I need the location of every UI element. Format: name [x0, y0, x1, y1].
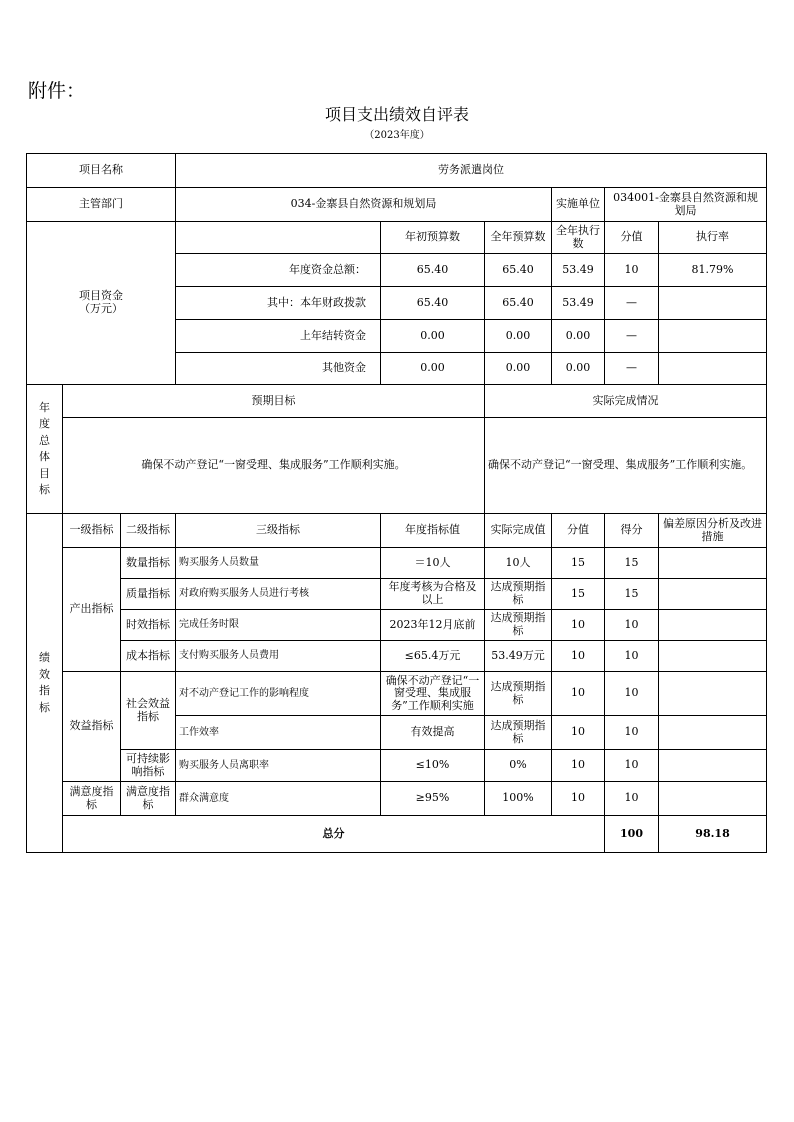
ind-score: 10: [605, 672, 659, 716]
funds-initial: 65.40: [381, 287, 485, 320]
impl-value: 034001-金寨县自然资源和规划局: [605, 188, 767, 222]
ind-target: ≤10%: [381, 750, 485, 782]
ind-level3: 支付购买服务人员费用: [176, 641, 381, 672]
funds-score-value: —: [605, 287, 659, 320]
ind-score: 15: [605, 579, 659, 610]
ind-analysis: [659, 548, 767, 579]
impl-label: 实施单位: [552, 188, 605, 222]
row-department: [27, 188, 767, 222]
funds-score-value: —: [605, 320, 659, 353]
funds-rate: 81.79%: [659, 254, 767, 287]
table-row: [27, 610, 767, 641]
funds-row-label: 上年结转资金: [176, 320, 381, 353]
ind-actual: 达成预期指标: [485, 610, 552, 641]
benefit-label: 效益指标: [63, 672, 121, 782]
funds-header-annual: 全年预算数: [485, 222, 552, 254]
funds-initial: 0.00: [381, 320, 485, 353]
ind-analysis: [659, 750, 767, 782]
ind-level3: 完成任务时限: [176, 610, 381, 641]
ind-level3: 对政府购买服务人员进行考核: [176, 579, 381, 610]
dept-label: 主管部门: [27, 188, 176, 222]
goals-expected-header: 预期目标: [63, 385, 485, 418]
page-title: 项目支出绩效自评表: [324, 105, 469, 124]
ind-analysis: [659, 579, 767, 610]
ind-score: 10: [605, 716, 659, 750]
ind-level2: 质量指标: [121, 579, 176, 610]
funds-executed: 0.00: [552, 320, 605, 353]
ind-value: 15: [552, 548, 605, 579]
ind-level2: 数量指标: [121, 548, 176, 579]
ind-analysis: [659, 672, 767, 716]
ind-actual: 53.49万元: [485, 641, 552, 672]
ind-header-analysis: 偏差原因分析及改进措施: [659, 514, 767, 548]
table-row: [27, 782, 767, 816]
ind-level2: 时效指标: [121, 610, 176, 641]
ind-level3: 购买服务人员离职率: [176, 750, 381, 782]
satisfaction-label: 满意度指标: [63, 782, 121, 816]
funds-annual: 65.40: [485, 287, 552, 320]
ind-target: 2023年12月底前: [381, 610, 485, 641]
funds-initial: 65.40: [381, 254, 485, 287]
funds-annual: 0.00: [485, 353, 552, 385]
funds-rate: [659, 353, 767, 385]
ind-level3: 群众满意度: [176, 782, 381, 816]
table-row: [27, 548, 767, 579]
ind-level3: 购买服务人员数量: [176, 548, 381, 579]
funds-annual: 65.40: [485, 254, 552, 287]
sustainable-impact-label: 可持续影响指标: [121, 750, 176, 782]
funds-initial: 0.00: [381, 353, 485, 385]
ind-actual: 达成预期指标: [485, 716, 552, 750]
table-row: [27, 672, 767, 716]
funds-header-score-value: 分值: [605, 222, 659, 254]
ind-header-score-value: 分值: [552, 514, 605, 548]
funds-annual: 0.00: [485, 320, 552, 353]
ind-analysis: [659, 641, 767, 672]
ind-header-level3: 三级指标: [176, 514, 381, 548]
social-benefit-label: 社会效益指标: [121, 672, 176, 750]
ind-value: 10: [552, 750, 605, 782]
table-row: [27, 579, 767, 610]
ind-header-score: 得分: [605, 514, 659, 548]
row-goals-header: [27, 385, 767, 418]
funds-row-label: 年度资金总额：: [176, 254, 381, 287]
row-goals-content: [27, 418, 767, 514]
goals-expected: 确保不动产登记“一窗受理、集成服务”工作顺利实施。: [63, 418, 485, 514]
project-name-label: 项目名称: [27, 154, 176, 188]
funds-executed: 0.00: [552, 353, 605, 385]
row-project-name: [27, 154, 767, 188]
output-label: 产出指标: [63, 548, 121, 672]
ind-target: ＝10人: [381, 548, 485, 579]
ind-analysis: [659, 716, 767, 750]
project-name-value: 劳务派遣岗位: [176, 154, 767, 188]
ind-score: 10: [605, 641, 659, 672]
ind-header-level1: 一级指标: [63, 514, 121, 548]
ind-target: 确保不动产登记“一窗受理、集成服务”工作顺利实施: [381, 672, 485, 716]
goals-actual: 确保不动产登记“一窗受理、集成服务”工作顺利实施。: [485, 418, 767, 514]
ind-score: 10: [605, 782, 659, 816]
ind-target: 年度考核为合格及以上: [381, 579, 485, 610]
ind-header-target: 年度指标值: [381, 514, 485, 548]
ind-actual: 达成预期指标: [485, 672, 552, 716]
funds-header-rate: 执行率: [659, 222, 767, 254]
evaluation-table: [26, 153, 767, 853]
funds-header-blank: [176, 222, 381, 254]
ind-actual: 100%: [485, 782, 552, 816]
row-total: [27, 816, 767, 853]
ind-actual: 10人: [485, 548, 552, 579]
ind-target: ≥95%: [381, 782, 485, 816]
ind-analysis: [659, 610, 767, 641]
ind-actual: 达成预期指标: [485, 579, 552, 610]
ind-value: 10: [552, 716, 605, 750]
table-row: [27, 641, 767, 672]
ind-analysis: [659, 782, 767, 816]
total-label: 总分: [63, 816, 605, 853]
ind-value: 10: [552, 672, 605, 716]
total-score: 98.18: [659, 816, 767, 853]
ind-score: 10: [605, 750, 659, 782]
funds-header-executed: 全年执行数: [552, 222, 605, 254]
ind-score: 15: [605, 548, 659, 579]
funds-label: 项目资金 （万元）: [27, 222, 176, 385]
ind-target: 有效提高: [381, 716, 485, 750]
dept-value: 034-金寨县自然资源和规划局: [176, 188, 552, 222]
table-row: [27, 750, 767, 782]
ind-value: 10: [552, 782, 605, 816]
ind-level2: 满意度指标: [121, 782, 176, 816]
total-value: 100: [605, 816, 659, 853]
funds-rate: [659, 320, 767, 353]
funds-score-value: —: [605, 353, 659, 385]
funds-score-value: 10: [605, 254, 659, 287]
ind-value: 15: [552, 579, 605, 610]
ind-level3: 工作效率: [176, 716, 381, 750]
ind-actual: 0%: [485, 750, 552, 782]
ind-value: 10: [552, 641, 605, 672]
ind-target: ≤65.4万元: [381, 641, 485, 672]
ind-header-actual: 实际完成值: [485, 514, 552, 548]
funds-row-label: 其他资金: [176, 353, 381, 385]
ind-score: 10: [605, 610, 659, 641]
ind-level2: 成本指标: [121, 641, 176, 672]
ind-level3: 对不动产登记工作的影响程度: [176, 672, 381, 716]
funds-executed: 53.49: [552, 254, 605, 287]
ind-header-level2: 二级指标: [121, 514, 176, 548]
indicators-label: 绩 效 指 标: [27, 514, 63, 853]
goals-label: 年 度 总 体 目 标: [27, 385, 63, 514]
row-indicators-header: [27, 514, 767, 548]
funds-executed: 53.49: [552, 287, 605, 320]
ind-value: 10: [552, 610, 605, 641]
attachment-label: 附件：: [28, 80, 86, 102]
goals-actual-header: 实际完成情况: [485, 385, 767, 418]
funds-row-label: 其中：本年财政拨款: [176, 287, 381, 320]
page-subtitle: （2023年度）: [364, 130, 430, 141]
row-funds-header: [27, 222, 767, 254]
funds-rate: [659, 287, 767, 320]
funds-header-initial: 年初预算数: [381, 222, 485, 254]
